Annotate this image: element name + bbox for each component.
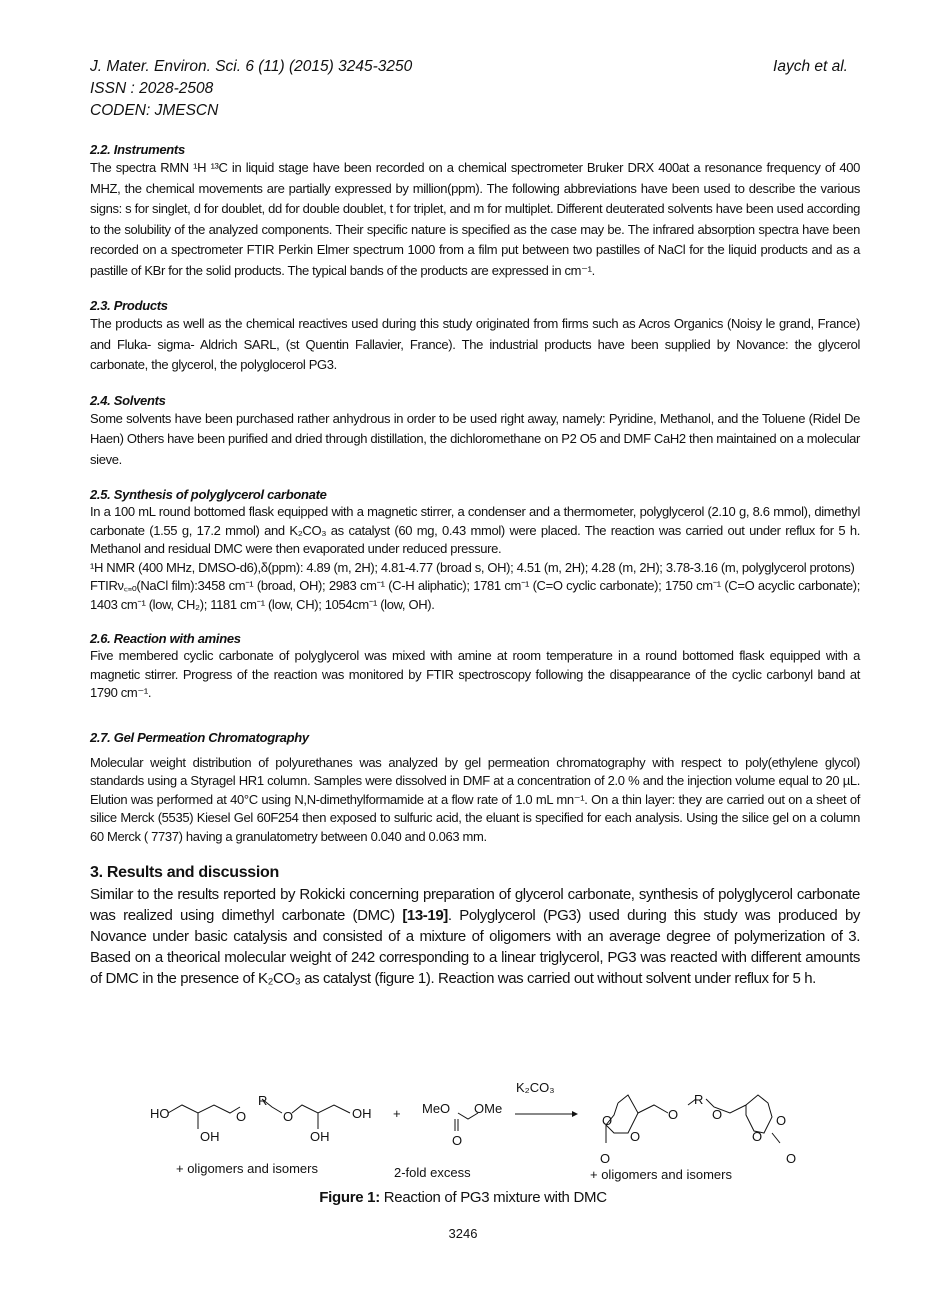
citation-ref: [13-19] [402, 907, 448, 924]
paragraph: The products as well as the chemical reactives used during this study originated from firms such as Acros Organics (Noisy le grand, France) and Fluka- sigma- Aldrich SARL, (st Quentin Fallavier, France). The industrial products have been supplied by Novance: the glycerol carbonate, the glycerol, the polyglocerol PG3. [90, 316, 860, 372]
section-heading: 2.7. Gel Permeation Chromatography [90, 729, 309, 745]
label-o: O [600, 1151, 611, 1166]
label-o: O [630, 1129, 641, 1144]
label-o: O [668, 1107, 679, 1122]
body-content [90, 141, 860, 989]
label-ho: HO [150, 1106, 170, 1121]
text: . Polyglycerol (PG3) used during this study was produced by Novance under basic catalysis and consisted of a mixture of oligomers with an average degree of polymerization of 3. Based on a theorical molecular weight of 242 corresponding to a linear triglycerol, PG3 was reacted with different amounts of DMC in the presence of K₂CO₃ as catalyst (figure 1). Reaction was carried out without solvent under reflux for 5 h. [90, 907, 860, 987]
reaction-scheme [140, 1075, 820, 1187]
section-heading: 2.3. Products [90, 298, 168, 313]
journal-citation: J. Mater. Environ. Sci. 6 (11) (2015) 3245-3250 [90, 58, 413, 75]
arrow-head-icon [572, 1111, 578, 1117]
label-o: O [776, 1113, 787, 1128]
label-oh: OH [200, 1129, 220, 1144]
paragraph: Some solvents have been purchased rather anhydrous in order to be used right away, namely: Pyridine, Methanol, and the Toluene (Ridel De Haen) Others have been purified and dried through distillation, the dichloromethane on P2 O5 and DMF CaH2 then maintained on a molecular sieve. [90, 410, 860, 467]
section-heading: 2.5. Synthesis of polyglycerol carbonate [90, 487, 327, 502]
section-synthesis [90, 486, 860, 614]
label-r: R [694, 1092, 704, 1107]
label-r: R [258, 1093, 268, 1108]
running-header [90, 56, 848, 122]
authors: Iaych et al. [773, 58, 848, 75]
label-oh: OH [310, 1129, 330, 1144]
note-left: + oligomers and isomers [176, 1161, 318, 1176]
catalyst-label: K₂CO₃ [516, 1080, 555, 1095]
paragraph: Five membered cyclic carbonate of polyglycerol was mixed with amine at room temperature in a round bottomed flask equipped with a magnetic stirrer. Progress of the reaction was monitored by FTIR spectroscopy following the disappearance of the cyclic carbonyl band at 1790 cm⁻¹. [90, 648, 860, 700]
label-ome: OMe [474, 1101, 503, 1116]
paragraph [90, 884, 860, 989]
section-gpc [90, 729, 860, 847]
label-plus: + [393, 1106, 401, 1121]
label-o: O [283, 1109, 294, 1124]
label-o: O [752, 1129, 763, 1144]
section-solvents [90, 392, 860, 471]
label-o: O [452, 1133, 463, 1148]
label-o: O [602, 1113, 613, 1128]
issn: ISSN : 2028-2508 [90, 80, 214, 97]
coden: CODEN: JMESCN [90, 102, 219, 119]
label-o: O [712, 1107, 723, 1122]
section-heading: 2.4. Solvents [90, 392, 166, 408]
paragraph: In a 100 mL round bottomed flask equipped with a magnetic stirrer, a condenser and a thermometer, polyglycerol (2.10 g, 8.6 mmol), dimethyl carbonate (1.55 g, 17.2 mmol) and K₂CO₃ as catalyst (60 mg, 0.43 mmol) were placed. The reaction was carried out under reflux for 5 h. Methanol and residual DMC were then evaporated under reduced pressure. [90, 504, 860, 556]
paragraph: The spectra RMN ¹H ¹³C in liquid stage have been recorded on a chemical spectrometer Bruker DRX 400at a resonance frequency of 400 MHZ, the chemical movements are partially expressed by million(ppm). The following abbreviations have been used to describe the various signs: s for singlet, d for doublet, dd for double doublet, t for triplet, and m for multiplet. Different deuterated solvents have been used according to the solubility of the analyzed components. Their specific nature is specified as the case may be. The infrared absorption spectra have been recorded on a spectrometer FTIR Perkin Elmer spectrum 1000 from a film put between two pastilles of NaCl for the liquid products and as a pastille of KBr for the solid products. The typical bands of the products are expressed in cm⁻¹. [90, 160, 860, 278]
label-meo: MeO [422, 1101, 451, 1116]
caption-text: Reaction of PG3 mixture with DMC [379, 1189, 607, 1206]
figure-caption [0, 1189, 926, 1206]
label-o: O [236, 1109, 247, 1124]
paragraph: Molecular weight distribution of polyurethanes was analyzed by gel permeation chromatography with respect to poly(ethylene glycol) standards using a Styragel HR1 column. Samples were dissolved in DMF at a concentration of 2.0 % and the injection volume equal to 20 µL. Elution was performed at 40°C using N,N-dimethylformamide at a flow rate of 1.0 mL mn⁻¹. On a thin layer: they are carried out on a sheet of silice Merck (5535) Kiesel Gel 60F254 then exposed to sulfuric acid, the eluant is specified for each analysis. Using the silice gel on a column 60 Merck ( 7737) having a granulatometry between 0.040 and 0.063 mm. [90, 754, 860, 844]
results-heading: 3. Results and discussion [90, 864, 280, 881]
text: Similar to the results reported by Rokicki concerning preparation of glycerol carbonate, synthesis of polyglycerol carbonate was realized using dimethyl carbonate (DMC) [90, 886, 860, 924]
ftir-data: FTIRν꜀₌ₒ(NaCl film):3458 cm⁻¹ (broad, OH); 2983 cm⁻¹ (C-H aliphatic); 1781 cm⁻¹ (C=O cyclic carbonate); 1750 cm⁻¹ (C=O acyclic carbonate); 1403 cm⁻¹ (low, CH₂); 1181 cm⁻¹ (low, CH); 1054cm⁻¹ (low, OH). [90, 578, 860, 612]
section-products [90, 297, 860, 376]
page-number: 3246 [448, 1226, 478, 1241]
note-right: + oligomers and isomers [590, 1167, 732, 1182]
label-o: O [786, 1151, 797, 1166]
section-heading: 2.6. Reaction with amines [90, 631, 241, 646]
section-heading: 2.2. Instruments [90, 142, 185, 157]
note-middle: 2-fold excess [394, 1165, 471, 1180]
section-instruments [90, 141, 860, 281]
caption-label: Figure 1: [319, 1189, 380, 1206]
nmr-data: ¹H NMR (400 MHz, DMSO-d6),δ(ppm): 4.89 (m, 2H); 4.81-4.77 (broad s, OH); 4.51 (m, 2H); 4.28 (m, 2H); 3.78-3.16 (m, polyglycerol protons) [90, 559, 855, 575]
results-section [90, 884, 860, 989]
section-amines [90, 630, 860, 703]
label-oh: OH [352, 1106, 372, 1121]
